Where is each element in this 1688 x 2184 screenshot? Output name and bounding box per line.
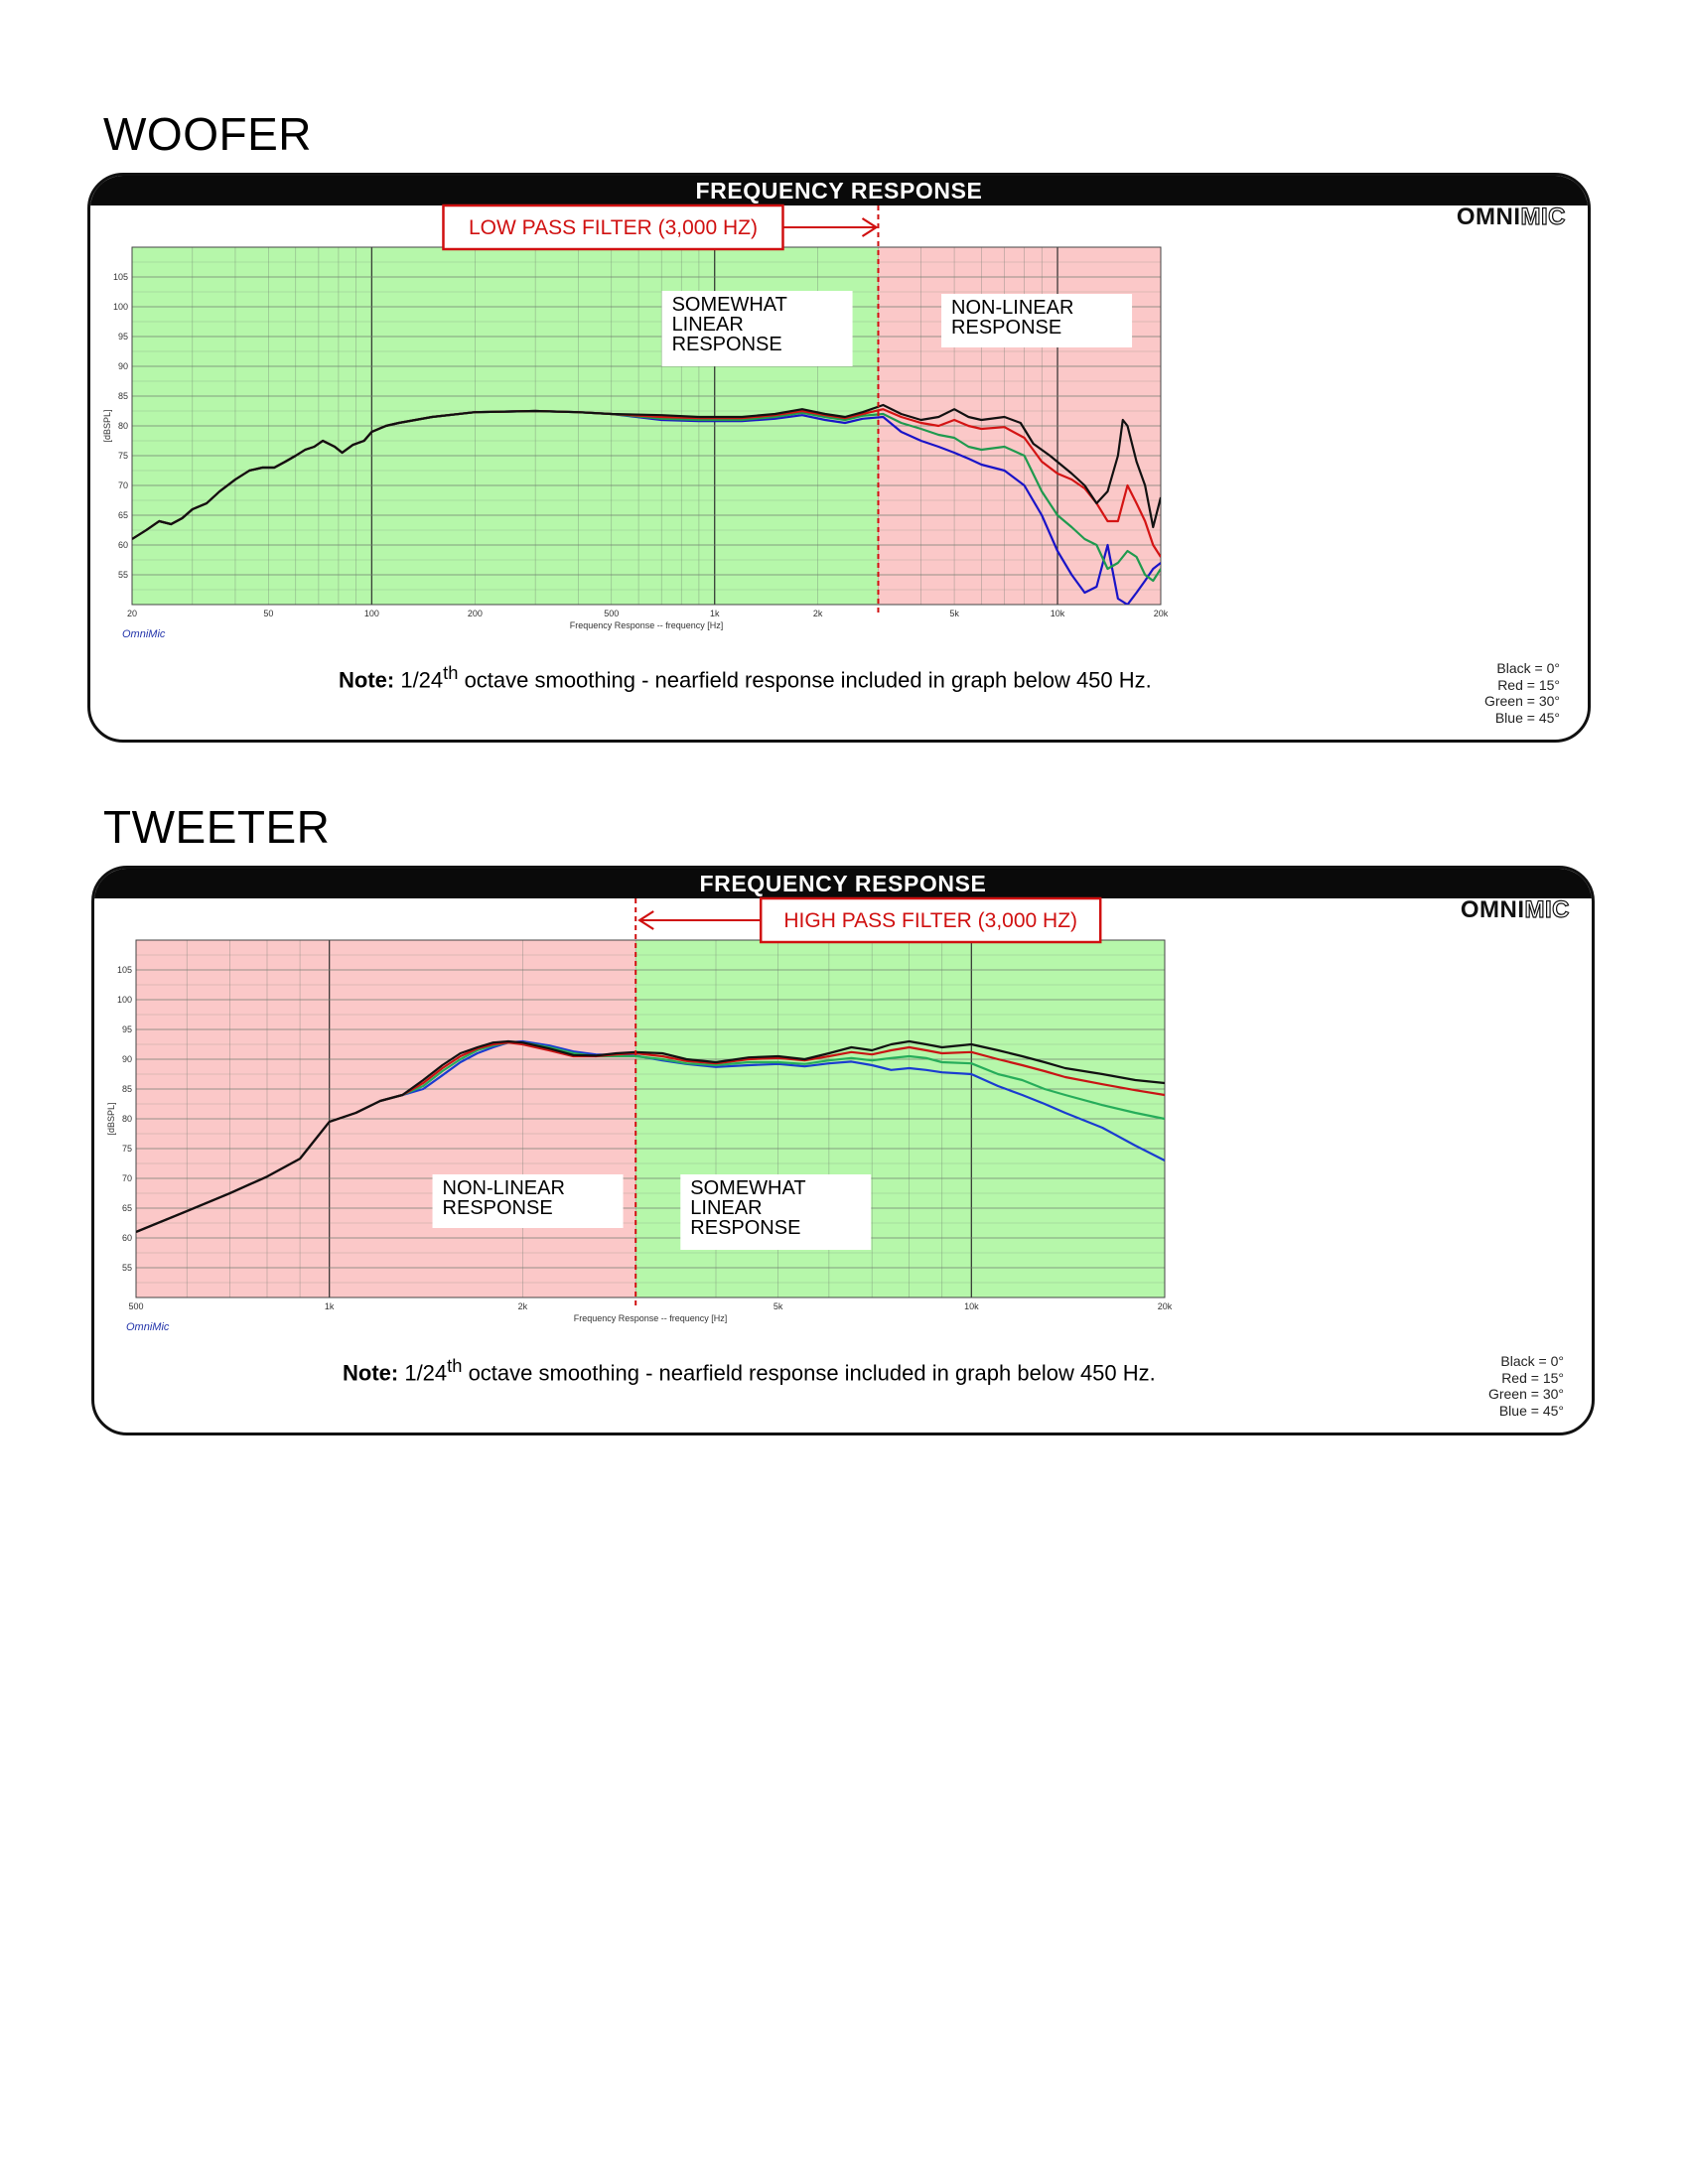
woofer-title: WOOFER bbox=[103, 108, 312, 160]
y-tick-label: 85 bbox=[117, 391, 128, 401]
y-tick-label: 60 bbox=[121, 1233, 132, 1243]
y-tick-label: 85 bbox=[121, 1084, 132, 1094]
woofer-brand-logo: OMNIMIC bbox=[1456, 204, 1566, 230]
y-tick-label: 65 bbox=[117, 510, 128, 520]
y-tick-label: 55 bbox=[121, 1263, 132, 1273]
y-tick-label: 75 bbox=[121, 1144, 132, 1154]
x-tick-label: 20 bbox=[126, 609, 138, 618]
y-tick-label: 95 bbox=[117, 332, 128, 341]
x-tick-label: 5k bbox=[949, 609, 959, 618]
y-tick-label: 100 bbox=[112, 302, 128, 312]
y-tick-label: 70 bbox=[121, 1173, 132, 1183]
tweeter-panel bbox=[91, 866, 1595, 1435]
tweeter-title: TWEETER bbox=[103, 801, 331, 853]
woofer-frequency-chart bbox=[90, 176, 1588, 740]
y-tick-label: 55 bbox=[117, 570, 128, 580]
x-axis-label: Frequency Response -- frequency [Hz] bbox=[569, 620, 724, 630]
y-tick-label: 105 bbox=[112, 272, 128, 282]
woofer-panel-header: FREQUENCY RESPONSE bbox=[90, 176, 1588, 205]
y-tick-label: 60 bbox=[117, 540, 128, 550]
legend-blue: Blue = 45° bbox=[1494, 709, 1560, 726]
tweeter-brand-logo: OMNIMIC bbox=[1460, 896, 1570, 923]
x-tick-label: 1k bbox=[324, 1301, 335, 1311]
x-tick-label: 2k bbox=[812, 609, 823, 618]
y-tick-label: 105 bbox=[116, 965, 132, 975]
woofer-note: Note: 1/24th octave smoothing - nearfield response included in graph below 450 Hz. bbox=[339, 662, 1152, 693]
tweeter-frequency-chart bbox=[94, 869, 1592, 1433]
annotation-text: RESPONSE bbox=[690, 1217, 801, 1239]
tweeter-legend bbox=[1488, 1353, 1564, 1419]
x-tick-label: 20k bbox=[1157, 1301, 1173, 1311]
legend-black: Black = 0° bbox=[1500, 1353, 1564, 1369]
y-axis-label: [dBSPL] bbox=[102, 409, 112, 443]
y-tick-label: 90 bbox=[117, 361, 128, 371]
annotation-text: SOMEWHAT bbox=[671, 294, 787, 316]
annotation-text: RESPONSE bbox=[442, 1197, 553, 1219]
x-tick-label: 50 bbox=[263, 609, 274, 618]
tweeter-panel-header: FREQUENCY RESPONSE bbox=[94, 869, 1592, 898]
woofer-legend bbox=[1484, 660, 1560, 726]
annotation-text: LINEAR bbox=[690, 1197, 763, 1219]
x-tick-label: 1k bbox=[709, 609, 720, 618]
legend-red: Red = 15° bbox=[1501, 1369, 1564, 1386]
legend-blue: Blue = 45° bbox=[1498, 1402, 1564, 1419]
y-tick-label: 70 bbox=[117, 480, 128, 490]
x-tick-label: 500 bbox=[128, 1301, 144, 1311]
x-tick-label: 10k bbox=[964, 1301, 979, 1311]
y-tick-label: 75 bbox=[117, 451, 128, 461]
x-tick-label: 2k bbox=[517, 1301, 528, 1311]
y-tick-label: 100 bbox=[116, 995, 132, 1005]
y-tick-label: 90 bbox=[121, 1054, 132, 1064]
y-tick-label: 80 bbox=[117, 421, 128, 431]
y-tick-label: 80 bbox=[121, 1114, 132, 1124]
annotation-text: RESPONSE bbox=[951, 317, 1062, 339]
annotation-text: NON-LINEAR bbox=[951, 297, 1074, 319]
x-tick-label: 200 bbox=[467, 609, 483, 618]
annotation-text: NON-LINEAR bbox=[442, 1177, 565, 1199]
x-tick-label: 5k bbox=[773, 1301, 783, 1311]
annotation-text: SOMEWHAT bbox=[690, 1177, 806, 1199]
filter-label: HIGH PASS FILTER (3,000 HZ) bbox=[783, 909, 1078, 932]
x-axis-label: Frequency Response -- frequency [Hz] bbox=[573, 1313, 728, 1323]
y-tick-label: 65 bbox=[121, 1203, 132, 1213]
x-tick-label: 500 bbox=[604, 609, 620, 618]
legend-green: Green = 30° bbox=[1483, 693, 1560, 709]
annotation-text: LINEAR bbox=[671, 314, 744, 336]
x-tick-label: 10k bbox=[1050, 609, 1065, 618]
woofer-software-label: OmniMic bbox=[122, 628, 166, 640]
x-tick-label: 20k bbox=[1153, 609, 1169, 618]
legend-red: Red = 15° bbox=[1497, 676, 1560, 693]
tweeter-software-label: OmniMic bbox=[126, 1321, 170, 1333]
annotation-text: RESPONSE bbox=[671, 334, 782, 355]
y-axis-label: [dBSPL] bbox=[106, 1102, 116, 1136]
y-tick-label: 95 bbox=[121, 1024, 132, 1034]
woofer-panel bbox=[87, 173, 1591, 743]
filter-label: LOW PASS FILTER (3,000 HZ) bbox=[468, 216, 758, 239]
tweeter-note: Note: 1/24th octave smoothing - nearfield response included in graph below 450 Hz. bbox=[343, 1355, 1156, 1386]
x-tick-label: 100 bbox=[363, 609, 379, 618]
legend-black: Black = 0° bbox=[1496, 660, 1560, 676]
legend-green: Green = 30° bbox=[1487, 1386, 1564, 1402]
